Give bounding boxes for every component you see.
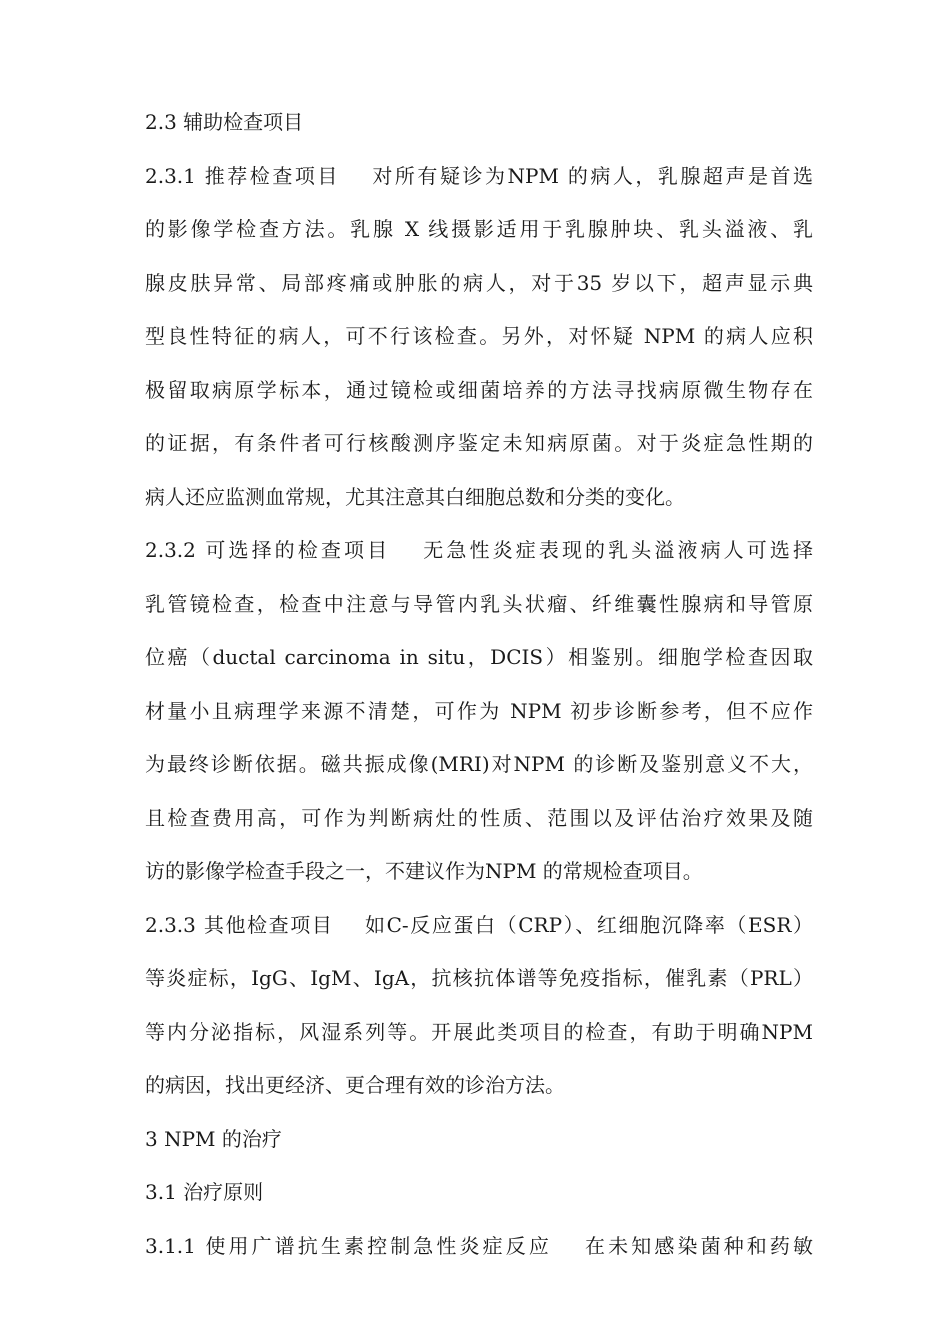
paragraph-2-3-1-line-4: 型良性特征的病人，可不行该检查。另外，对怀疑 NPM 的病人应积 bbox=[145, 324, 813, 348]
paragraph-text: 对所有疑诊为NPM 的病人，乳腺超声是首选 bbox=[369, 163, 813, 188]
paragraph-text: 在未知感染菌种和药敏 bbox=[581, 1233, 813, 1258]
paragraph-2-3-2-line-5: 为最终诊断依据。磁共振成像(MRI)对NPM 的诊断及鉴别意义不大， bbox=[145, 752, 813, 776]
subsection-label-2-3-1: 2.3.1 推荐检查项目 bbox=[145, 163, 340, 188]
paragraph-2-3-2-line-2: 乳管镜检查，检查中注意与导管内乳头状瘤、纤维囊性腺病和导管原 bbox=[145, 591, 813, 616]
paragraph-3-1-1-line-1 bbox=[145, 1224, 813, 1278]
paragraph-2-3-3-line-1 bbox=[145, 903, 813, 957]
paragraph-text: 无急性炎症表现的乳头溢液病人可选择 bbox=[420, 538, 813, 562]
paragraph-2-3-1-line-3: 腺皮肤异常、局部疼痛或肿胀的病人，对于35 岁以下，超声显示典 bbox=[145, 270, 813, 295]
paragraph-2-3-2-line-4: 材量小且病理学来源不清楚，可作为 NPM 初步诊断参考，但不应作 bbox=[145, 698, 813, 723]
section-heading-3-1: 3.1 治疗原则 bbox=[145, 1180, 264, 1204]
paragraph-2-3-1-line-6: 的证据，有条件者可行核酸测序鉴定未知病原菌。对于炎症急性期的 bbox=[145, 431, 813, 455]
paragraph-text: 如C-反应蛋白（CRP）、红细胞沉降率（ESR） bbox=[363, 912, 813, 937]
paragraph-2-3-1-line-7: 病人还应监测血常规，尤其注意其白细胞总数和分类的变化。 bbox=[145, 484, 685, 509]
paragraph-2-3-3-line-2: 等炎症标，IgG、IgM、IgA，抗核抗体谱等免疫指标，催乳素（PRL） bbox=[145, 966, 813, 990]
paragraph-2-3-2-line-6: 且检查费用高，可作为判断病灶的性质、范围以及评估治疗效果及随 bbox=[145, 805, 813, 830]
paragraph-2-3-2-line-1 bbox=[145, 528, 813, 582]
section-heading-3: 3 NPM 的治疗 bbox=[145, 1126, 282, 1151]
paragraph-2-3-1-line-2: 的影像学检查方法。乳腺 X 线摄影适用于乳腺肿块、乳头溢液、乳 bbox=[145, 217, 813, 241]
document-page bbox=[145, 100, 813, 1277]
section-heading-2-3: 2.3 辅助检查项目 bbox=[145, 110, 304, 134]
subsection-label-2-3-2: 2.3.2 可选择的检查项目 bbox=[145, 538, 391, 562]
paragraph-2-3-1-line-5: 极留取病原学标本，通过镜检或细菌培养的方法寻找病原微生物存在 bbox=[145, 377, 813, 402]
paragraph-2-3-2-line-7: 访的影像学检查手段之一，不建议作为NPM 的常规检查项目。 bbox=[145, 859, 703, 883]
paragraph-2-3-2-line-3: 位癌（ductal carcinoma in situ，DCIS）相鉴别。细胞学检查因取 bbox=[145, 645, 813, 669]
paragraph-2-3-3-line-3: 等内分泌指标，风湿系列等。开展此类项目的检查，有助于明确NPM bbox=[145, 1019, 813, 1044]
subsection-label-3-1-1: 3.1.1 使用广谱抗生素控制急性炎症反应 bbox=[145, 1233, 552, 1258]
paragraph-2-3-1-line-1 bbox=[145, 154, 813, 208]
subsection-label-2-3-3: 2.3.3 其他检查项目 bbox=[145, 912, 334, 937]
paragraph-2-3-3-line-4: 的病因，找出更经济、更合理有效的诊治方法。 bbox=[145, 1073, 565, 1097]
